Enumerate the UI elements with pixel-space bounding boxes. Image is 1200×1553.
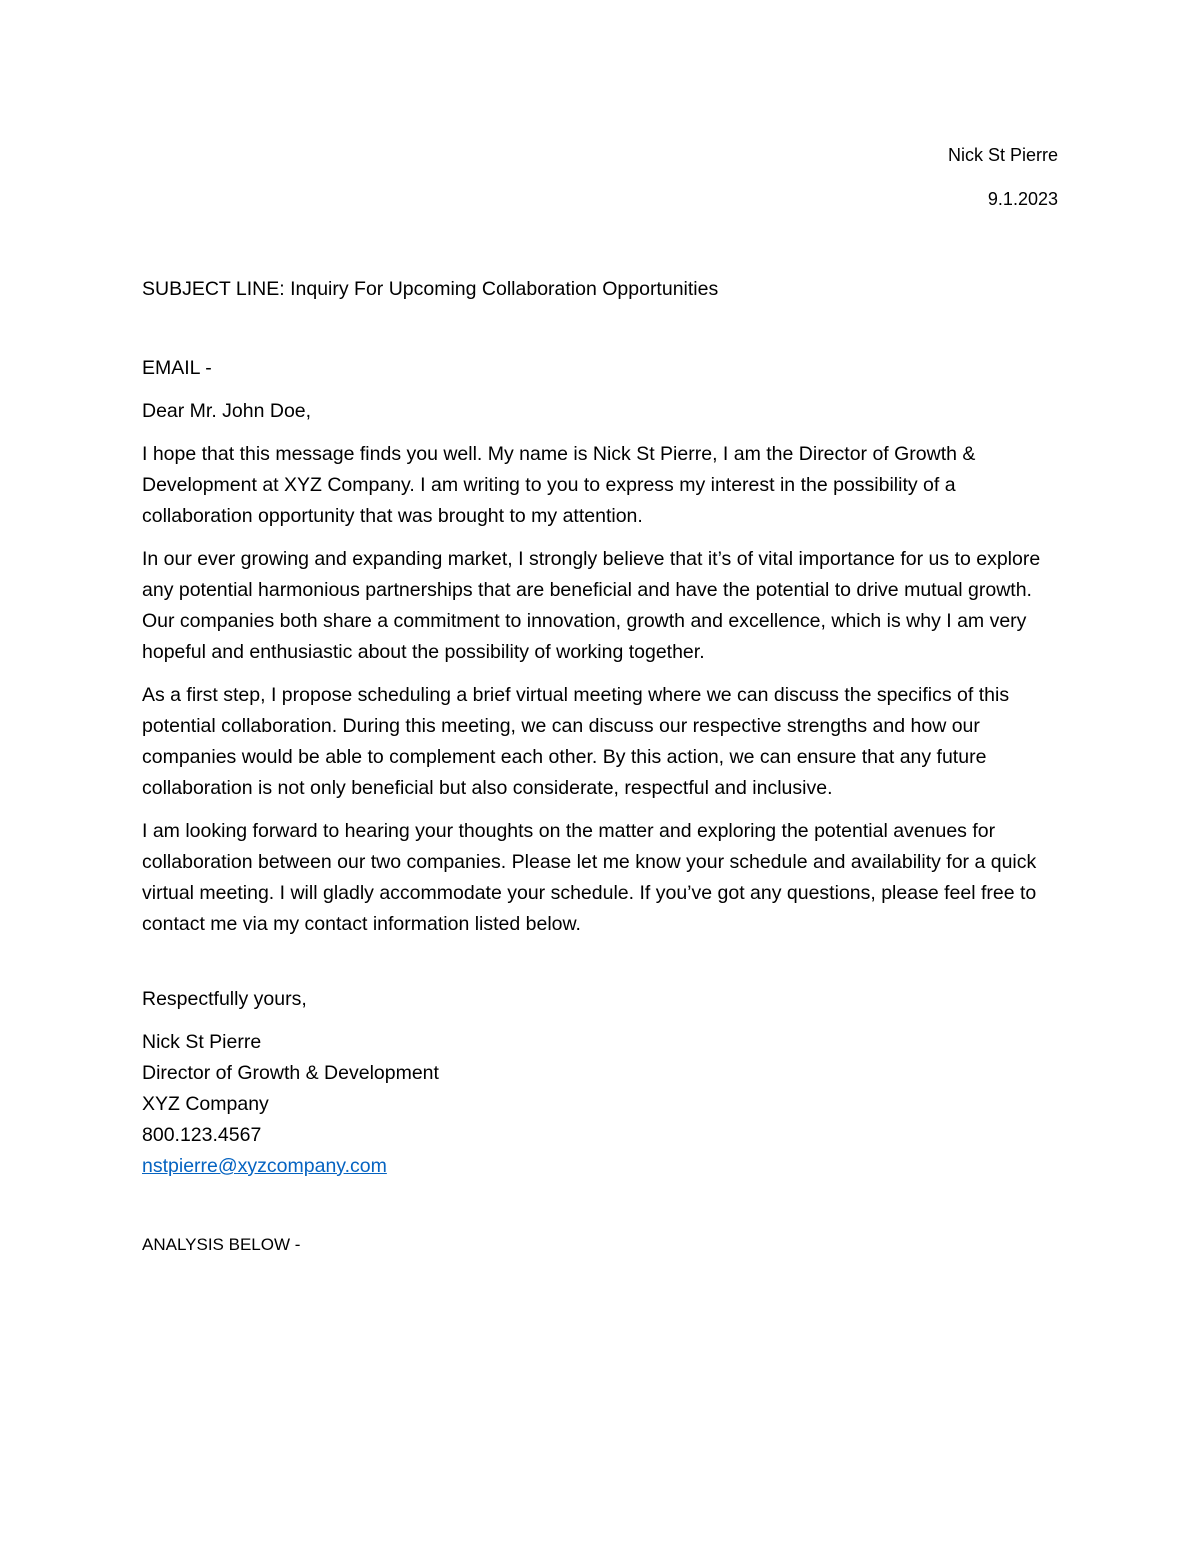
signature-title: Director of Growth & Development [142,1062,439,1084]
paragraph-intro: I hope that this message finds you well. My name is Nick St Pierre, I am the Director of Growth & Development at XYZ Company. I am writing to you to express my interest in the possibility of a collaboration opportunity that was brought to my attention. [142,443,976,527]
paragraph-market: In our ever growing and expanding market, I strongly believe that it’s of vital importance for us to explore any potential harmonious partnerships that are beneficial and have the potential to drive mutual growth. Our companies both share a commitment to innovation, growth and excellence, which is why I am very hopeful and enthusiastic about the possibility of working together. [142,548,1041,663]
closing-phrase: Respectfully yours, [142,988,307,1010]
subject-line: SUBJECT LINE: Inquiry For Upcoming Collaboration Opportunities [142,278,719,300]
sender-name: Nick St Pierre [947,145,1058,165]
signature-email-link[interactable]: nstpierre@xyzcompany.com [142,1155,387,1177]
signature-name: Nick St Pierre [142,1031,262,1053]
signature-block [142,1027,1062,1182]
paragraph-closing: I am looking forward to hearing your thoughts on the matter and exploring the potential avenues for collaboration between our two companies. Please let me know your schedule and availability for a quick virtual meeting. I will gladly accommodate your schedule. If you’ve got any questions, please feel free to contact me via my contact information listed below. [142,820,1037,935]
signature-company: XYZ Company [142,1093,269,1115]
paragraph-meeting: As a first step, I propose scheduling a brief virtual meeting where we can discuss the specifics of this potential collaboration. During this meeting, we can discuss our respective strengths and how our companies would be able to complement each other. By this action, we can ensure that any future collaboration is not only beneficial but also considerate, respectful and inclusive. [142,684,1010,799]
signature-phone: 800.123.4567 [142,1124,262,1146]
letter-date: 9.1.2023 [987,189,1058,209]
letter-header [948,142,1058,230]
salutation: Dear Mr. John Doe, [142,400,312,422]
letter-body [142,274,1062,1258]
analysis-note: ANALYSIS BELOW - [142,1235,301,1254]
email-label: EMAIL - [142,357,212,379]
